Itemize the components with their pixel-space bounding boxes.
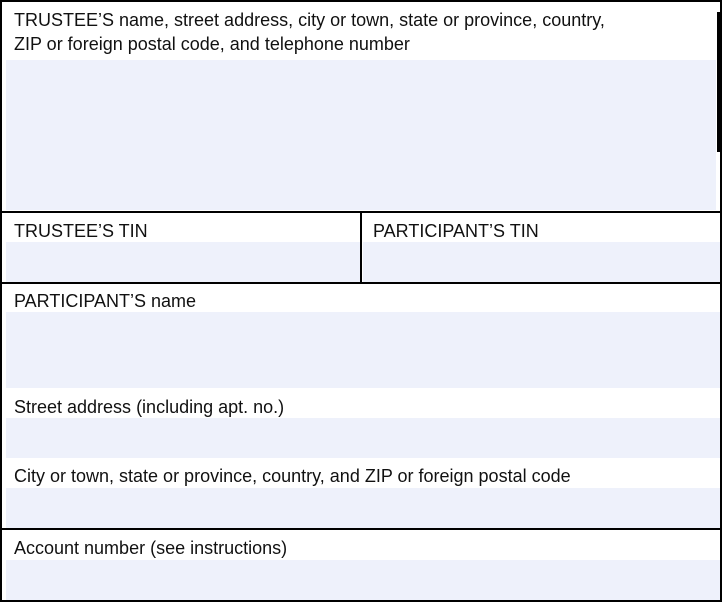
account-number-field[interactable]	[6, 560, 720, 600]
trustee-label-line2: ZIP or foreign postal code, and telephone number	[14, 34, 410, 54]
scrollbar-thumb[interactable]	[717, 12, 720, 152]
city-state-label: City or town, state or province, country, and ZIP or foreign postal code	[14, 466, 571, 486]
city-state-field[interactable]	[6, 488, 720, 528]
participant-name-field[interactable]	[6, 312, 720, 388]
trustee-label-line1: TRUSTEE’S name, street address, city or town, state or province, country,	[14, 10, 605, 30]
trustee-tin-label: TRUSTEE’S TIN	[14, 221, 148, 241]
account-number-label: Account number (see instructions)	[14, 538, 288, 558]
divider	[360, 213, 362, 283]
trustee-info-field[interactable]	[6, 60, 716, 210]
street-address-label: Street address (including apt. no.)	[14, 397, 285, 417]
participant-tin-label: PARTICIPANT’S TIN	[373, 221, 539, 241]
trustee-tin-field[interactable]	[6, 242, 360, 282]
divider	[2, 282, 720, 284]
divider	[2, 528, 720, 530]
participant-tin-field[interactable]	[363, 242, 720, 282]
street-address-field[interactable]	[6, 418, 720, 458]
participant-name-label: PARTICIPANT’S name	[14, 291, 197, 311]
